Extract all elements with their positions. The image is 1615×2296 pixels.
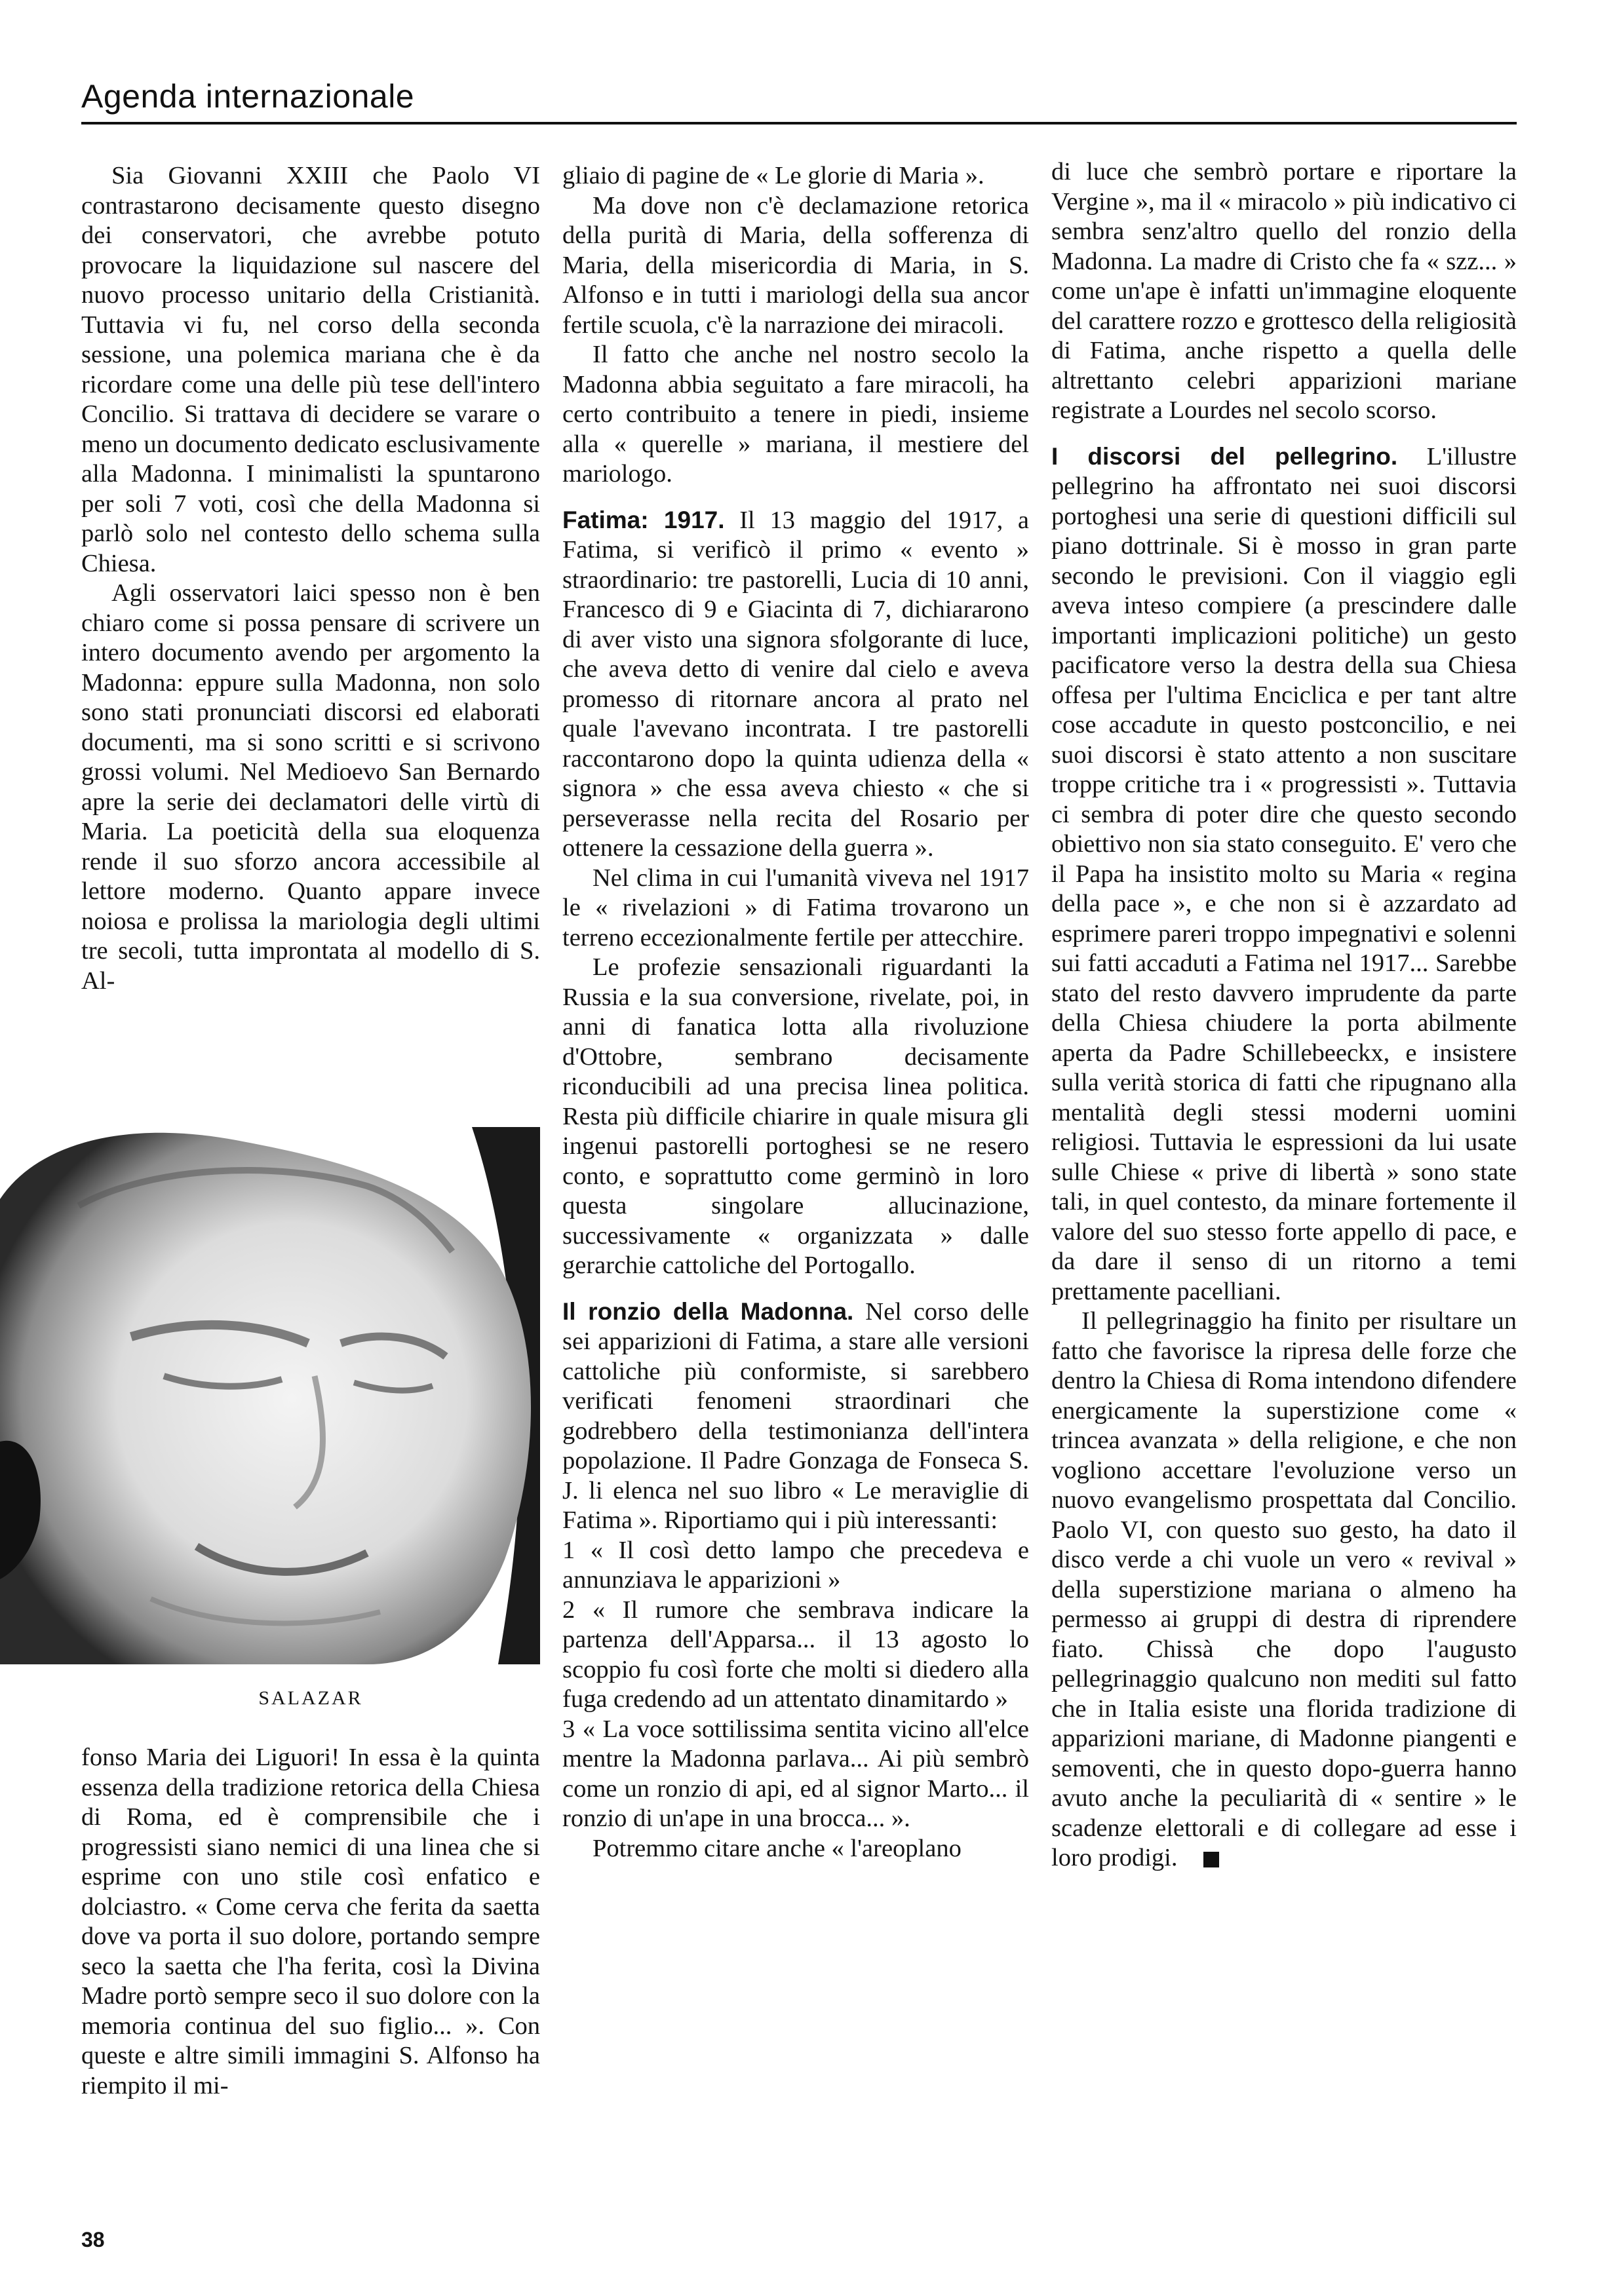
article-column-2 — [562, 161, 1029, 1864]
paragraph: Le profezie sensazionali riguardanti la Russia e la sua conversione, rivelate, poi, in anni di fanatica lotta alla rivoluzione d'Ottobre, sembrano decisamente riconducibili ad una precisa linea politica. Resta più difficile chiarire in quale misura gli ingenui pastorelli portoghesi se ne resero conto, e soprattutto come germinò in loro questa singolare allucinazione, successivamente « organizzata » dalle gerarchie cattoliche del Portogallo. — [562, 953, 1029, 1279]
paragraph: Sia Giovanni XXIII che Paolo VI contrastarono decisamente questo disegno dei conservatori, che avrebbe potuto provocare la liquidazione sul nascere del nuovo processo unitario della Cristianità. Tuttavia vi fu, nel corso della seconda sessione, una polemica mariana che è da ricordare come una delle più tese dell'intero Concilio. Si trattava di decidere se varare o meno un documento dedicato esclusivamente alla Madonna. I minimalisti la spuntarono per soli 7 voti, così che della Madonna si parlò solo nel contesto dello schema sulla Chiesa. — [81, 162, 540, 577]
final-paragraph-text: Il pellegrinaggio ha finito per risultare un fatto che favorisce la ripresa delle forze che dentro la Chiesa di Roma intendono difendere energicamente la superstizione come « trincea avanzata » della religione, e che non vogliono accettare l'evoluzione verso un nuovo evangelismo prospettata dal Concilio. Paolo VI, con questo suo gesto, ha dato il disco verde a chi vuole un vero « revival » della superstizione mariana o almeno ha permesso ai gruppi di destra di riprendere fiato. Chissà che dopo l'augusto pellegrinaggio qualcuno non mediti sul fatto che in Italia esiste una florida tradizione di apparizioni mariane, di Madonne piangenti e semoventi, che in questo dopo-guerra hanno avuto anche la peculiarità di « sentire » le scadenze elettorali e di collegare ad esse i loro prodigi. — [1051, 1307, 1517, 1871]
paragraph: L'illustre pellegrino ha affrontato nei suoi discorsi portoghesi una serie di questioni difficili sul piano dottrinale. Si è mosso in gran parte secondo le previsioni. Con il viaggio egli aveva inteso compiere (a prescindere dalle importanti implicazioni politiche) un gesto pacificatore verso la destra della sua Chiesa offesa per l'ultima Enciclica e per tant altre cose accadute in questo postconcilio, e nei suoi discorsi è stato attento a non suscitare troppe critiche tra i « progressisti ». Tuttavia ci sembra di poter dire che questo secondo obiettivo non sia stato conseguito. E' vero che il Papa ha insistito molto su Maria « regina della pace », e che non si è azzardato ad esprimere pareri troppo impegnativi e solenni sui fatti accaduti a Fatima nel 1917... Sarebbe stato del resto davvero imprudente da parte della Chiesa chiudere la porta abilmente aperta da Padre Schillebeeckx, e insistere sulla verità storica di fatti che ripugnano alla mentalità degli stessi moderni uomini religiosi. Tuttavia le espressioni da lui usate sulle Chiese « prive di libertà » sono state tali, in quel contesto, da minare fortemente il valore del suo stesso forte appello di pace, e da dare il senso di un ritorno a temi prettamente pacelliani. — [1051, 442, 1517, 1305]
paragraph: di luce che sembrò portare e riportare la Vergine », ma il « miracolo » più indicativo ci sembra senz'altro quello del ronzio della Madonna. La madre di Cristo che fa « szz... » come un'ape è infatti un'immagine eloquente del carattere rozzo e grottesco della religiosità di Fatima, anche rispetto a quella delle altrettanto celebri apparizioni mariane registrate a Lourdes nel secolo scorso. — [1051, 158, 1517, 424]
paragraph — [1051, 1307, 1517, 1873]
subheading-discorsi: I discorsi del pellegrino. — [1051, 442, 1398, 470]
quote-item: 3 « La voce sottilissima sentita vicino all'elce mentre la Madonna parlava... Ai più sembrò come un ronzio di api, ed al signor Marto... il ronzio di un'ape in una brocca... ». — [562, 1715, 1029, 1832]
quote-item: 1 « Il così detto lampo che precedeva e annunziava le apparizioni » — [562, 1536, 1029, 1594]
photo-caption: SALAZAR — [258, 1687, 363, 1709]
paragraph: Nel clima in cui l'umanità viveva nel 1917 le « rivelazioni » di Fatima trovarono un terreno eccezionalmente fertile per attecchire. — [562, 864, 1029, 951]
section-header: Agenda internazionale — [81, 78, 415, 115]
section-ronzio — [562, 1297, 1029, 1536]
end-of-article-mark — [1203, 1852, 1219, 1867]
paragraph: Nel corso delle sei apparizioni di Fatima, a stare alle versioni cattoliche più conformiste, si sarebbero verificati fenomeni straordinari che godrebbero della testimonianza dell'intera popolazione. Il Padre Gonzaga de Fonseca S. J. li elenca nel suo libro « Le meraviglie di Fatima ». Riportiamo qui i più interessanti: — [562, 1297, 1029, 1534]
paragraph: Il fatto che anche nel nostro secolo la Madonna abbia seguitato a fare miracoli, ha certo contribuito a tenere in piedi, insieme alla « querelle » mariana, il mestiere del mariologo. — [562, 341, 1029, 488]
paragraph: fonso Maria dei Liguori! In essa è la quinta essenza della tradizione retorica della Chiesa di Roma, ed è comprensibile che i progressisti siano nemici di una linea che si esprime con uno stile così enfatico e dolciastro. « Come cerva che ferita da saetta dove va porta il suo dolore, portando sempre seco la saetta che l'ha ferita, così la Divina Madre portò sempre seco il suo dolore con la memoria continua del suo figlio... ». Con queste e altre simili immagini S. Alfonso ha riempito il mi- — [81, 1744, 540, 2099]
paragraph: Agli osservatori laici spesso non è ben chiaro come si possa pensare di scrivere un intero documento avendo per argomento la Madonna: eppure sulla Madonna, non solo sono stati pronunciati discorsi ed elaborati documenti, ma si sono scritti e si scrivono grossi volumi. Nel Medioevo San Bernardo apre la serie dei declamatori delle virtù di Maria. La poeticità della sua eloquenza rende il suo sforzo ancora accessibile al lettore moderno. Quanto appare invece noiosa e prolissa la mariologia degli ultimi tre secoli, tutta improntata al modello di S. Al- — [81, 579, 540, 995]
section-fatima — [562, 505, 1029, 864]
section-discorsi — [1051, 442, 1517, 1307]
article-column-3 — [1051, 157, 1517, 1873]
quote-item: 2 « Il rumore che sembrava indicare la partenza dell'Apparsa... il 13 agosto lo scoppio fu così forte che molti si diedero alla fuga credendo ad un attentato dinamitardo » — [562, 1596, 1029, 1713]
header-rule — [81, 122, 1517, 124]
page-number: 38 — [81, 2228, 105, 2251]
paragraph: Potremmo citare anche « l'areoplano — [593, 1834, 962, 1862]
paragraph: Il 13 maggio del 1917, a Fatima, si verificò il primo « evento » straordinario: tre pastorelli, Lucia di 10 anni, Francesco di 9 e Giacinta di 7, dichiararono di aver visto una signora sfolgorante di luce, che aveva detto di venire dal cielo e aveva promesso di ritornare ancora al prato nel quale l'avevano incontrata. I tre pastorelli raccontarono dopo la quinta udienza della « signora » che essa aveva chiesto « che si perseverasse nella recita del Rosario per ottenere la cessazione della guerra ». — [562, 506, 1029, 862]
salazar-portrait-image — [0, 1127, 540, 1664]
portrait-photo — [0, 1127, 540, 1664]
subheading-ronzio: Il ronzio della Madonna. — [562, 1297, 854, 1325]
subheading-fatima: Fatima: 1917. — [562, 506, 725, 533]
paragraph: Ma dove non c'è declamazione retorica della purità di Maria, della sofferenza di Maria, della misericordia di Maria, in S. Alfonso e in tutti i mariologi della sua ancor fertile scuola, c'è la narrazione dei miracoli. — [562, 191, 1029, 339]
article-column-1 — [81, 161, 540, 996]
paragraph: gliaio di pagine de « Le glorie di Maria ». — [562, 162, 984, 189]
article-column-1-continued — [81, 1743, 540, 2101]
